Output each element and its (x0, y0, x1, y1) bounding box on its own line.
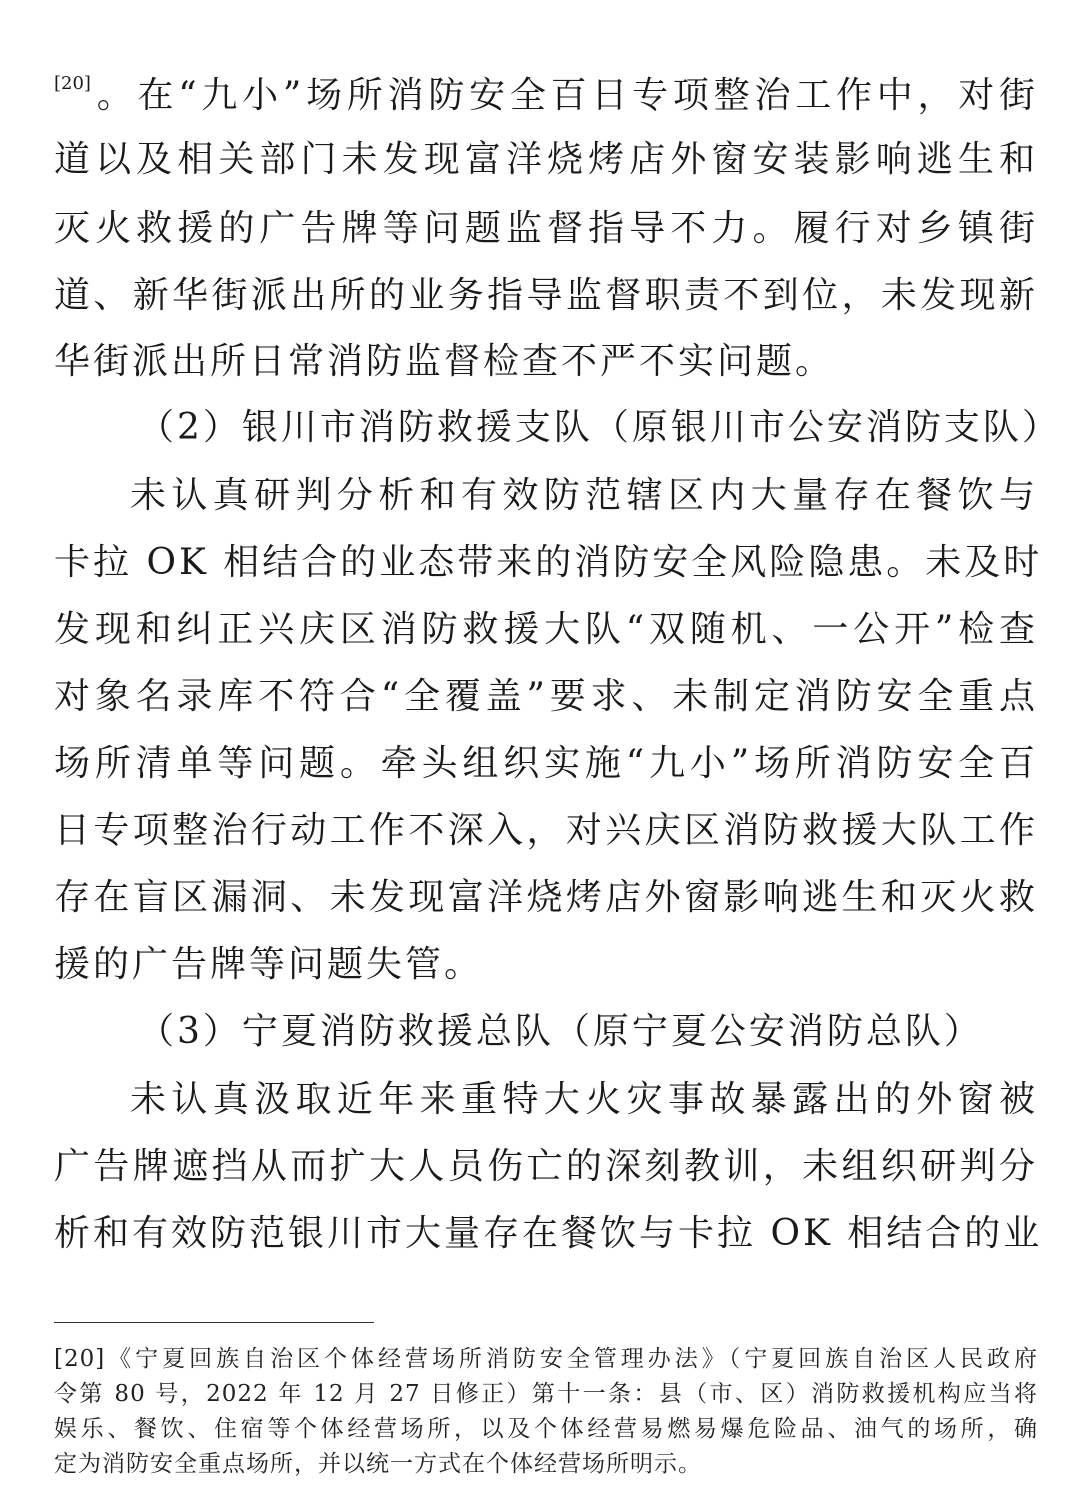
body-line: 析和有效防范银川市大量存在餐饮与卡拉 OK 相结合的业 (54, 1213, 1043, 1254)
body-line: 广告牌遮挡从而扩大人员伤亡的深刻教训，未组织研判分 (54, 1146, 1038, 1187)
footnote-separator (54, 1322, 374, 1323)
body-line: 道、新华街派出所的业务指导监督职责不到位，未发现新 (54, 275, 1038, 316)
body-line (54, 62, 1038, 130)
footnote-line: 令第 80 号，2022 年 12 月 27 日修正）第十一条：县（市、区）消防救援机构应当将 (54, 1381, 1038, 1407)
body-line: 存在盲区漏洞、未发现富洋烧烤店外窗影响逃生和灭火救 (54, 877, 1038, 918)
body-line: 华街派出所日常消防监督检查不严不实问题。 (54, 341, 835, 382)
footnote-line: 定为消防安全重点场所，并以统一方式在个体经营场所明示。 (54, 1451, 702, 1477)
body-line: 援的广告牌等问题失管。 (54, 944, 484, 985)
body-line: 灭火救援的广告牌等问题监督指导不力。履行对乡镇街 (54, 208, 1038, 249)
body-line: 未认真研判分析和有效防范辖区内大量存在餐饮与 (130, 475, 1038, 516)
body-line-text: 。在“九小”场所消防安全百日专项整治工作中，对街 (94, 75, 1038, 116)
body-line: 发现和纠正兴庆区消防救援大队“双随机、一公开”检查 (54, 609, 1038, 650)
section-heading: （3）宁夏消防救援总队（原宁夏公安消防总队） (138, 1011, 983, 1052)
body-line: 道以及相关部门未发现富洋烧烤店外窗安装影响逃生和 (54, 139, 1038, 180)
body-line: 场所清单等问题。牵头组织实施“九小”场所消防安全百 (54, 743, 1038, 784)
body-line: 卡拉 OK 相结合的业态带来的消防安全风险隐患。未及时 (54, 542, 1043, 583)
body-line: 对象名录库不符合“全覆盖”要求、未制定消防安全重点 (54, 676, 1038, 717)
section-heading: （2）银川市消防救援支队（原银川市公安消防支队） (138, 407, 1061, 448)
footnote-reference: [20] (54, 73, 91, 94)
body-line: 未认真汲取近年来重特大火灾事故暴露出的外窗被 (130, 1079, 1038, 1120)
footnote-line: [20]《宁夏回族自治区个体经营场所消防安全管理办法》（宁夏回族自治区人民政府 (54, 1346, 1038, 1372)
footnote-line: 娱乐、餐饮、住宿等个体经营场所，以及个体经营易燃易爆危险品、油气的场所，确 (54, 1416, 1038, 1442)
body-line: 日专项整治行动工作不深入，对兴庆区消防救援大队工作 (54, 810, 1038, 851)
